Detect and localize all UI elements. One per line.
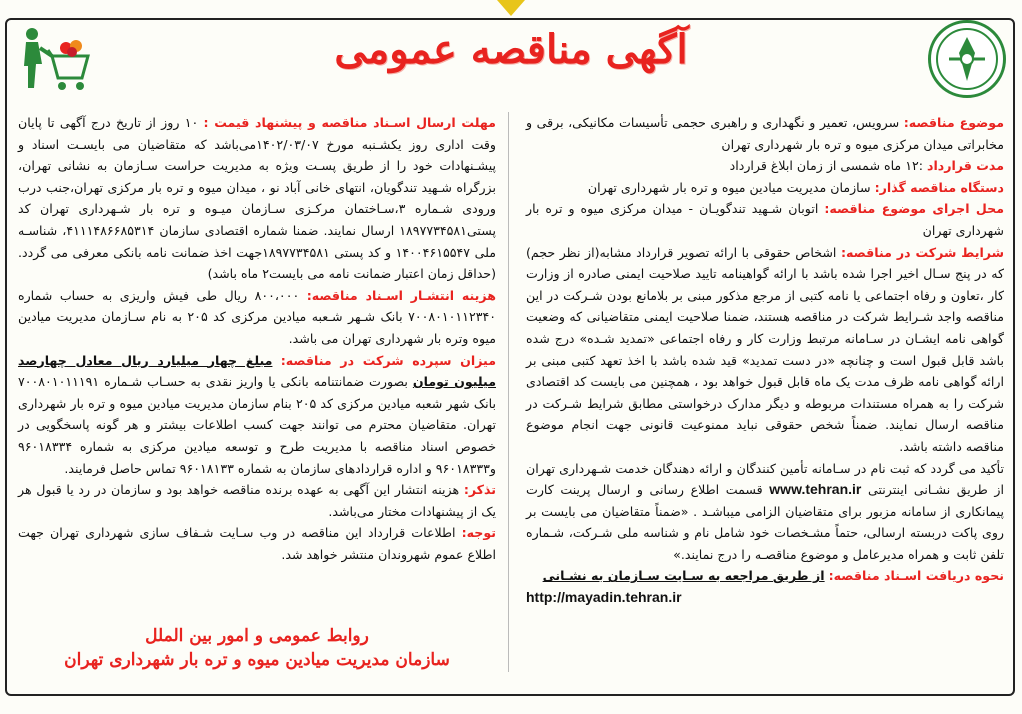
conditions-paragraph bbox=[526, 242, 1004, 458]
header bbox=[0, 0, 1022, 92]
subject-paragraph bbox=[526, 112, 1004, 155]
right-column bbox=[526, 112, 1004, 609]
registration-paragraph bbox=[526, 458, 1004, 566]
left-column bbox=[18, 112, 496, 565]
conditions-label: شرایط شرکت در مناقصه: bbox=[840, 244, 1004, 260]
deposit-text: بصورت ضمانتنامه بانکی یا واریز نقدی به حسـاب شـماره ۷۰۰۸۰۱۰۱۱۱۹۱ بانک شهر شعبه میادین مرکزی کد ۲۰۵ بنام سازمان مدیریت میادین میوه و تره بار شهرداری تهران. متقاضیان محترم می توانند جهت کسب اطلاعات بیشتر و هر گونه پاسخگویی در خصوص اسناد مناقصه با مدیریت طرح و توسعه میادین مرکزی به شماره ۹۶۰۱۸۳۳۴ و۹۶۰۱۸۳۳۳ و اداره قراردادهای سازمان به شماره ۹۶۰۱۸۱۳۳ تماس حاصل فرمایند. bbox=[18, 374, 496, 476]
conditions-text: اشخاص حقوقی با ارائه تصویر قرارداد مشابه(از نظر حجم) که در پنج سـال اخیر اجرا شده باشد با ارائه گواهینامه تایید صلاحیت ایمنی صادره از وزارت کار ،تعاون و رفاه اجتماعی یا نامه کتبی از مرجع مذکور مبنی بر بلامانع بودن شـرکت در این مناقصه واجد شـرایط شرکت در مناقصه هستند، ضمنا صلاحیت ایمنی متقاضیانی که وضعیت گواهی نامه ایشـان در سـامانه مرتبط وزارت کار و رفاه اجتماعی «تمدید شـده» درج شده باشد قابل قبول است و چنانچه «در دست تمدید» قید شده باشد با اخذ تعهد کتبی مبنی بر ارائه گواهی نامه ظرف مدت یک ماه قابل قبول خواهد بود ، همچنین می بایست کد اقتصادی شرکت را به همراه مستندات مربوطه و دیگر مدارک درخواستی مطابق شرایط شـرکت در مناقصه ارسال نمایند. ضمناً شخص حقوقی نباید ممنوعیت قانونی جهت انجام موضوع مناقصه داشته باشد. bbox=[526, 244, 1004, 454]
org-text: سازمان مدیریت میادین میوه و تره بار شهرداری تهران bbox=[587, 179, 871, 195]
attention-paragraph bbox=[18, 522, 496, 565]
fee-paragraph bbox=[18, 285, 496, 350]
documents-paragraph bbox=[526, 565, 1004, 587]
fee-label: هزینه انتشـار اسـناد مناقصه: bbox=[306, 287, 496, 303]
page-title: آگهی مناقصه عمومی bbox=[334, 26, 688, 73]
documents-label: نحوه دریافت اسـناد مناقصه: bbox=[828, 568, 1004, 584]
footer-line-2: سازمان مدیریت میادین میوه و تره بار شهرداری تهران bbox=[64, 650, 450, 670]
place-text: اتوبان شـهید تندگویـان - میدان مرکزی میوه و تره بار شهرداری تهران bbox=[526, 201, 1004, 238]
fee-text: ۸۰۰،۰۰۰ ریال طی فیش واریزی به حساب شماره ۷۰۰۸۰۱۰۱۱۲۳۴۰ بانک شـهر شـعبه میادین مرکزی کد ۲۰۵ به نام سـازمان مدیریت میادین میوه وتره بار شهرداری تهران می باشد. bbox=[18, 287, 496, 346]
documents-text: از طریق مراجعه به سـایت سـازمان به نشـانی bbox=[542, 568, 825, 584]
organization-logo bbox=[928, 20, 1006, 98]
deposit-amount: مبلغ چهار میلیارد ریال معادل چهارصد میلیون تومان bbox=[18, 352, 496, 390]
footer-line-1: روابط عمومی و امور بین الملل bbox=[145, 626, 369, 646]
deposit-label: میزان سپرده شرکت در مناقصه: bbox=[280, 352, 496, 368]
place-label: محل اجرای موضوع مناقصه: bbox=[824, 201, 1004, 217]
note-paragraph bbox=[18, 479, 496, 522]
column-divider bbox=[508, 112, 509, 672]
org-label: دستگاه مناقصه گذار: bbox=[874, 179, 1004, 195]
org-paragraph bbox=[526, 177, 1004, 199]
subject-label: موضوع مناقصه: bbox=[903, 115, 1004, 130]
registration-text-2: قسمت اطلاع رسانی و ارسال پرینت کارت پیمانکاری از سامانه مزبور برای متقاضیان الزامی میباشـد . «ضمناً متقاضیان می بایست بر روی پاکت دربسته ارسالی، حتماً مشـخصات خود شامل نام و شناسه ملی شـرکت، شـماره تلفن ثابت و همراه مدیرعامل و موضوع مناقصـه را درج نمایند.» bbox=[526, 482, 1004, 562]
note-label: تذکر: bbox=[463, 482, 497, 498]
deadline-label: مهلت ارسال اسـناد مناقصه و پیشنهاد قیمت : bbox=[203, 115, 496, 130]
attention-text: اطلاعات قرارداد این مناقصه در وب سـایت شـفاف سازی شهرداری تهران جهت اطلاع عموم شهروندان منتشر خواهد شد. bbox=[18, 525, 496, 562]
deadline-paragraph bbox=[18, 112, 496, 285]
note-text: هزینه انتشار این آگهی به عهده برنده مناقصه خواهد بود و سازمان در رد یا قبول هر یک از پیشنهادات مختار می‌باشد. bbox=[18, 482, 496, 519]
registration-text-1: تأکید می گردد که ثبت نام در سـامانه تأمین کنندگان و ارائه دهندگان خدمت شـهرداری تهران از طریق نشـانی اینترنتی bbox=[526, 460, 1004, 498]
subject-text: سرویس، تعمیر و نگهداری و راهبری حجمی تأسیسات مکانیکی، برقی و مخابراتی میدان مرکزی میوه و تره بار شهرداری تهران bbox=[526, 115, 1004, 152]
attention-label: توجه: bbox=[461, 525, 496, 541]
mayadin-url-row bbox=[526, 587, 1004, 609]
place-paragraph bbox=[526, 198, 1004, 241]
mayadin-website-link[interactable]: http://mayadin.tehran.ir bbox=[526, 589, 682, 606]
tehran-website-link[interactable]: www.tehran.ir bbox=[769, 481, 862, 498]
duration-paragraph bbox=[526, 155, 1004, 177]
footer-signature bbox=[18, 624, 496, 672]
duration-text: :۱۲ ماه شمسی از زمان ابلاغ قرارداد bbox=[729, 158, 923, 174]
deposit-paragraph bbox=[18, 350, 496, 480]
deadline-text: ۱۰ روز از تاریخ درج آگهی تا پایان وقت اداری روز یکشـنبه مورخ ۱۴۰۲/۰۳/۰۷می‌باشد که متقاضیان می بایسـت اسناد و پیشـنهادات خود را از طریق پسـت ویژه به مدیریت حراست سـازمان به نشانی تهران، بزرگراه شـهید تندگویان، انتهای خانی آباد نو ، میدان میوه و تره بار مرکزی تهران،جنب درب ورودی شـماره ۳،سـاختمان مرکـزی سـازمان میـوه و تره بار شـهرداری تهران کد پستی۱۸۹۷۷۳۴۵۸۱ ارسال نمایند. ضمنا شماره اقتصادی سازمان ۴۱۱۱۴۸۶۶۸۵۳۱۴، شناسـه ملی ۱۴۰۰۴۶۱۵۵۴۷ و کد پستی ۱۸۹۷۷۳۴۵۸۱جهت اخذ ضمانت نامه بانکی معرفی می گردد.(حداقل زمان اعتبار ضمانت نامه می بایست۲ ماه باشد) bbox=[18, 115, 496, 282]
duration-label: مدت قرارداد bbox=[926, 158, 1004, 174]
